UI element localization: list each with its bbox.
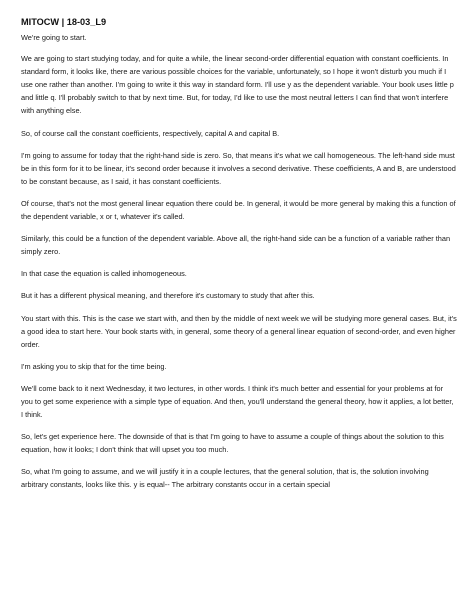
paragraph-9: You start with this. This is the case we start with, and then by the middle of next week we will be studying more general cases. But, it's a good idea to start here. Your book starts with, in general, some theory of a general linear equation of second-order, and even higher order. <box>21 313 457 349</box>
paragraph-3: So, of course call the constant coefficients, respectively, capital A and capital B. <box>21 128 280 138</box>
paragraph-12: So, let's get experience here. The downside of that is that I'm going to have to assume a couple of things about the solution to this equation, how it looks; I don't think that will upset you too much. <box>21 432 444 455</box>
paragraph-8: But it has a different physical meaning, and therefore it's customary to study that after this. <box>21 291 315 301</box>
paragraph-6: Similarly, this could be a function of the dependent variable. Above all, the right-hand side can be a function of a variable rather than simply zero. <box>21 234 451 257</box>
paragraph-13: So, what I'm going to assume, and we will justify it in a couple lectures, that the general solution, that is, the solution involving arbitrary constants, looks like this. y is equal-- The arbitrary constants occur in a certain special <box>21 467 429 490</box>
transcript-page <box>21 16 457 501</box>
paragraph-2: We are going to start studying today, and for quite a while, the linear second-order differential equation with constant coefficients. In standard form, it looks like, there are various possible choices for the variable, unfortunately, so I hope it won't disturb you much if I use one rather than another. I'm going to write it this way in standard form. I'll use y as the dependent variable. Your book uses little p and little q. I'll probably switch to that by next time. But, for today, I'd like to use the most neutral letters I can find that won't interfere with anything else. <box>21 54 454 116</box>
document-title: MITOCW | 18-03_L9 <box>21 17 107 27</box>
paragraph-5: Of course, that's not the most general linear equation there could be. In general, it would be more general by making this a function of the dependent variable, x or t, whatever it's called. <box>21 198 456 222</box>
paragraph-11: We'll come back to it next Wednesday, it two lectures, in other words. I think it's much better and essential for your problems at for you to get some experience with a simple type of equation. And then, you'll understand the general theory, how it applies, a lot better, I think. <box>21 383 454 420</box>
paragraph-4: I'm going to assume for today that the right-hand side is zero. So, that means it's what we call homogeneous. The left-hand side must be in this form for it to be linear, it's second order because it involves a second derivative. These coefficients, A and B, are understood to be constant because, as I said, it has constant coefficients. <box>21 150 456 186</box>
paragraph-10: I'm asking you to skip that for the time being. <box>21 361 167 371</box>
paragraph-7: In that case the equation is called inhomogeneous. <box>21 269 187 279</box>
paragraph-1: We're going to start. <box>21 33 87 42</box>
